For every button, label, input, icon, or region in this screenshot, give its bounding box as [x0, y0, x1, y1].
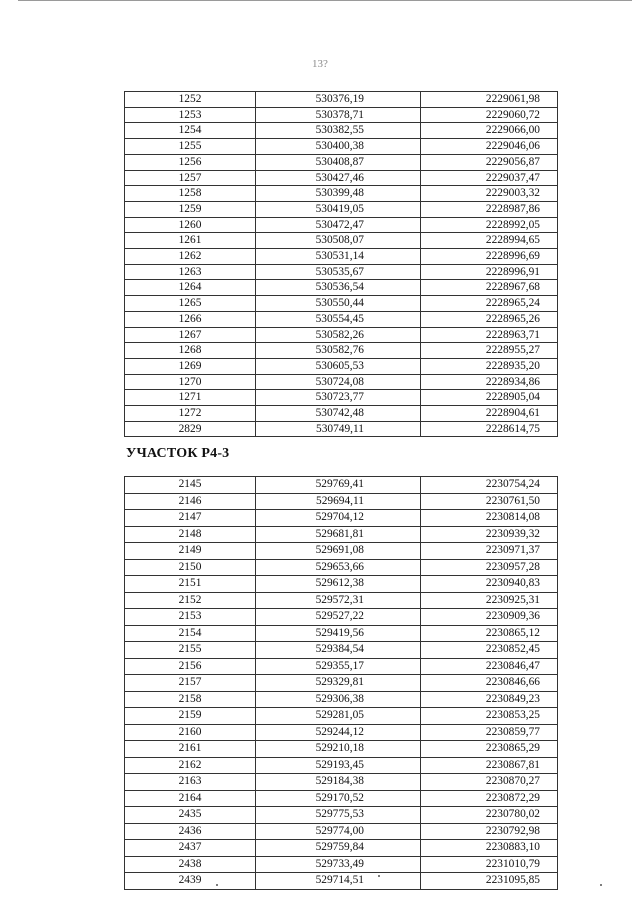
table-row — [125, 741, 558, 758]
point-number-cell: 2153 — [125, 609, 256, 626]
point-number-cell: 2155 — [125, 642, 256, 659]
table-row — [125, 477, 558, 494]
table-row — [125, 592, 558, 609]
point-number-cell: 2439 — [125, 873, 256, 890]
x-coordinate-cell: 529681,81 — [256, 526, 421, 543]
point-number-cell: 2152 — [125, 592, 256, 609]
table-row — [125, 374, 558, 390]
table-row — [125, 873, 558, 890]
y-coordinate-cell: 2230940,83 — [421, 576, 558, 593]
point-number-cell: 1271 — [125, 390, 256, 406]
y-coordinate-cell: 2230792,98 — [421, 823, 558, 840]
x-coordinate-cell: 529329,81 — [256, 675, 421, 692]
coordinates-table-1 — [124, 91, 558, 437]
section-heading: УЧАСТОК Р4-3 — [126, 446, 230, 461]
table-row — [125, 790, 558, 807]
x-coordinate-cell: 530399,48 — [256, 186, 421, 202]
point-number-cell: 2437 — [125, 840, 256, 857]
x-coordinate-cell: 529384,54 — [256, 642, 421, 659]
table-row — [125, 201, 558, 217]
y-coordinate-cell: 2229066,00 — [421, 123, 558, 139]
point-number-cell: 1264 — [125, 280, 256, 296]
y-coordinate-cell: 2230909,36 — [421, 609, 558, 626]
table-row — [125, 406, 558, 422]
y-coordinate-cell: 2230780,02 — [421, 807, 558, 824]
point-number-cell: 2162 — [125, 757, 256, 774]
point-number-cell: 1255 — [125, 139, 256, 155]
x-coordinate-cell: 529769,41 — [256, 477, 421, 494]
table-row — [125, 642, 558, 659]
point-number-cell: 1267 — [125, 327, 256, 343]
x-coordinate-cell: 530408,87 — [256, 154, 421, 170]
y-coordinate-cell: 2230754,24 — [421, 477, 558, 494]
point-number-cell: 1268 — [125, 343, 256, 359]
coordinates-table-1-body — [125, 92, 558, 437]
table-row — [125, 526, 558, 543]
y-coordinate-cell: 2230846,47 — [421, 658, 558, 675]
y-coordinate-cell: 2228935,20 — [421, 358, 558, 374]
x-coordinate-cell: 529774,00 — [256, 823, 421, 840]
y-coordinate-cell: 2230853,25 — [421, 708, 558, 725]
point-number-cell: 1258 — [125, 186, 256, 202]
point-number-cell: 2158 — [125, 691, 256, 708]
x-coordinate-cell: 530582,76 — [256, 343, 421, 359]
table-row — [125, 510, 558, 527]
x-coordinate-cell: 530472,47 — [256, 217, 421, 233]
x-coordinate-cell: 529775,53 — [256, 807, 421, 824]
x-coordinate-cell: 529714,51 — [256, 873, 421, 890]
table-row — [125, 280, 558, 296]
y-coordinate-cell: 2230957,28 — [421, 559, 558, 576]
x-coordinate-cell: 529704,12 — [256, 510, 421, 527]
table-row — [125, 609, 558, 626]
x-coordinate-cell: 530742,48 — [256, 406, 421, 422]
point-number-cell: 1260 — [125, 217, 256, 233]
point-number-cell: 1261 — [125, 233, 256, 249]
point-number-cell: 2161 — [125, 741, 256, 758]
x-coordinate-cell: 529210,18 — [256, 741, 421, 758]
table-row — [125, 327, 558, 343]
x-coordinate-cell: 529306,38 — [256, 691, 421, 708]
table-row — [125, 757, 558, 774]
y-coordinate-cell: 2230865,29 — [421, 741, 558, 758]
x-coordinate-cell: 530508,07 — [256, 233, 421, 249]
table-row — [125, 311, 558, 327]
table-row — [125, 543, 558, 560]
x-coordinate-cell: 529527,22 — [256, 609, 421, 626]
y-coordinate-cell: 2228965,24 — [421, 296, 558, 312]
x-coordinate-cell: 530723,77 — [256, 390, 421, 406]
table-row — [125, 708, 558, 725]
point-number-cell: 1263 — [125, 264, 256, 280]
x-coordinate-cell: 529653,66 — [256, 559, 421, 576]
y-coordinate-cell: 2230859,77 — [421, 724, 558, 741]
table-row — [125, 123, 558, 139]
y-coordinate-cell: 2228967,68 — [421, 280, 558, 296]
x-coordinate-cell: 529193,45 — [256, 757, 421, 774]
scan-top-edge — [18, 0, 632, 1]
table-row — [125, 840, 558, 857]
x-coordinate-cell: 529281,05 — [256, 708, 421, 725]
x-coordinate-cell: 530400,38 — [256, 139, 421, 155]
table-row — [125, 559, 558, 576]
point-number-cell: 2163 — [125, 774, 256, 791]
y-coordinate-cell: 2228994,65 — [421, 233, 558, 249]
point-number-cell: 2151 — [125, 576, 256, 593]
x-coordinate-cell: 529733,49 — [256, 856, 421, 873]
y-coordinate-cell: 2228963,71 — [421, 327, 558, 343]
table-row — [125, 233, 558, 249]
point-number-cell: 1256 — [125, 154, 256, 170]
y-coordinate-cell: 2230883,10 — [421, 840, 558, 857]
y-coordinate-cell: 2228992,05 — [421, 217, 558, 233]
x-coordinate-cell: 530378,71 — [256, 107, 421, 123]
y-coordinate-cell: 2230846,66 — [421, 675, 558, 692]
x-coordinate-cell: 529355,17 — [256, 658, 421, 675]
scan-speck — [600, 884, 602, 886]
table-row — [125, 493, 558, 510]
x-coordinate-cell: 529612,38 — [256, 576, 421, 593]
y-coordinate-cell: 2231010,79 — [421, 856, 558, 873]
x-coordinate-cell: 530605,53 — [256, 358, 421, 374]
table-row — [125, 421, 558, 437]
x-coordinate-cell: 530554,45 — [256, 311, 421, 327]
y-coordinate-cell: 2228934,86 — [421, 374, 558, 390]
x-coordinate-cell: 529694,11 — [256, 493, 421, 510]
y-coordinate-cell: 2230761,50 — [421, 493, 558, 510]
coordinates-table-2 — [124, 476, 558, 890]
point-number-cell: 2156 — [125, 658, 256, 675]
y-coordinate-cell: 2230852,45 — [421, 642, 558, 659]
y-coordinate-cell: 2228996,91 — [421, 264, 558, 280]
y-coordinate-cell: 2228905,04 — [421, 390, 558, 406]
point-number-cell: 1253 — [125, 107, 256, 123]
x-coordinate-cell: 529184,38 — [256, 774, 421, 791]
point-number-cell: 2146 — [125, 493, 256, 510]
point-number-cell: 1259 — [125, 201, 256, 217]
y-coordinate-cell: 2230971,37 — [421, 543, 558, 560]
table-row — [125, 823, 558, 840]
point-number-cell: 2145 — [125, 477, 256, 494]
table-row — [125, 390, 558, 406]
point-number-cell: 1262 — [125, 249, 256, 265]
x-coordinate-cell: 529691,08 — [256, 543, 421, 560]
point-number-cell: 2148 — [125, 526, 256, 543]
table-row — [125, 154, 558, 170]
table-row — [125, 170, 558, 186]
y-coordinate-cell: 2230814,08 — [421, 510, 558, 527]
table-row — [125, 296, 558, 312]
point-number-cell: 1257 — [125, 170, 256, 186]
point-number-cell: 1254 — [125, 123, 256, 139]
point-number-cell: 1252 — [125, 92, 256, 108]
point-number-cell: 2164 — [125, 790, 256, 807]
table-row — [125, 186, 558, 202]
y-coordinate-cell: 2228996,69 — [421, 249, 558, 265]
x-coordinate-cell: 530550,44 — [256, 296, 421, 312]
y-coordinate-cell: 2231095,85 — [421, 873, 558, 890]
point-number-cell: 2438 — [125, 856, 256, 873]
table-row — [125, 217, 558, 233]
table-row — [125, 691, 558, 708]
x-coordinate-cell: 530427,46 — [256, 170, 421, 186]
table-row — [125, 358, 558, 374]
table-row — [125, 658, 558, 675]
x-coordinate-cell: 529244,12 — [256, 724, 421, 741]
y-coordinate-cell: 2230939,32 — [421, 526, 558, 543]
y-coordinate-cell: 2229060,72 — [421, 107, 558, 123]
table-row — [125, 249, 558, 265]
point-number-cell: 2154 — [125, 625, 256, 642]
point-number-cell: 2157 — [125, 675, 256, 692]
x-coordinate-cell: 530582,26 — [256, 327, 421, 343]
x-coordinate-cell: 530419,05 — [256, 201, 421, 217]
point-number-cell: 2159 — [125, 708, 256, 725]
x-coordinate-cell: 530376,19 — [256, 92, 421, 108]
point-number-cell: 2150 — [125, 559, 256, 576]
y-coordinate-cell: 2230872,29 — [421, 790, 558, 807]
y-coordinate-cell: 2230865,12 — [421, 625, 558, 642]
x-coordinate-cell: 530724,08 — [256, 374, 421, 390]
y-coordinate-cell: 2229056,87 — [421, 154, 558, 170]
table-row — [125, 774, 558, 791]
table-row — [125, 107, 558, 123]
y-coordinate-cell: 2228965,26 — [421, 311, 558, 327]
x-coordinate-cell: 530535,67 — [256, 264, 421, 280]
table-row — [125, 724, 558, 741]
point-number-cell: 2160 — [125, 724, 256, 741]
y-coordinate-cell: 2230870,27 — [421, 774, 558, 791]
y-coordinate-cell: 2229003,32 — [421, 186, 558, 202]
x-coordinate-cell: 529170,52 — [256, 790, 421, 807]
table-row — [125, 576, 558, 593]
point-number-cell: 1265 — [125, 296, 256, 312]
point-number-cell: 1272 — [125, 406, 256, 422]
y-coordinate-cell: 2230849,23 — [421, 691, 558, 708]
scan-speck — [378, 875, 380, 877]
x-coordinate-cell: 530536,54 — [256, 280, 421, 296]
table-row — [125, 856, 558, 873]
y-coordinate-cell: 2229046,06 — [421, 139, 558, 155]
y-coordinate-cell: 2229037,47 — [421, 170, 558, 186]
table-row — [125, 264, 558, 280]
point-number-cell: 2149 — [125, 543, 256, 560]
x-coordinate-cell: 530382,55 — [256, 123, 421, 139]
y-coordinate-cell: 2230925,31 — [421, 592, 558, 609]
x-coordinate-cell: 530749,11 — [256, 421, 421, 437]
coordinates-table-2-body — [125, 477, 558, 890]
point-number-cell: 2436 — [125, 823, 256, 840]
point-number-cell: 1266 — [125, 311, 256, 327]
point-number-cell: 2435 — [125, 807, 256, 824]
y-coordinate-cell: 2228987,86 — [421, 201, 558, 217]
y-coordinate-cell: 2230867,81 — [421, 757, 558, 774]
y-coordinate-cell: 2229061,98 — [421, 92, 558, 108]
table-row — [125, 807, 558, 824]
y-coordinate-cell: 2228904,61 — [421, 406, 558, 422]
table-row — [125, 139, 558, 155]
x-coordinate-cell: 529419,56 — [256, 625, 421, 642]
point-number-cell: 1270 — [125, 374, 256, 390]
page-number: 13? — [312, 58, 328, 70]
point-number-cell: 1269 — [125, 358, 256, 374]
x-coordinate-cell: 529572,31 — [256, 592, 421, 609]
y-coordinate-cell: 2228955,27 — [421, 343, 558, 359]
point-number-cell: 2147 — [125, 510, 256, 527]
x-coordinate-cell: 529759,84 — [256, 840, 421, 857]
table-row — [125, 92, 558, 108]
table-row — [125, 625, 558, 642]
table-row — [125, 343, 558, 359]
y-coordinate-cell: 2228614,75 — [421, 421, 558, 437]
scan-speck — [216, 884, 218, 886]
table-row — [125, 675, 558, 692]
point-number-cell: 2829 — [125, 421, 256, 437]
x-coordinate-cell: 530531,14 — [256, 249, 421, 265]
